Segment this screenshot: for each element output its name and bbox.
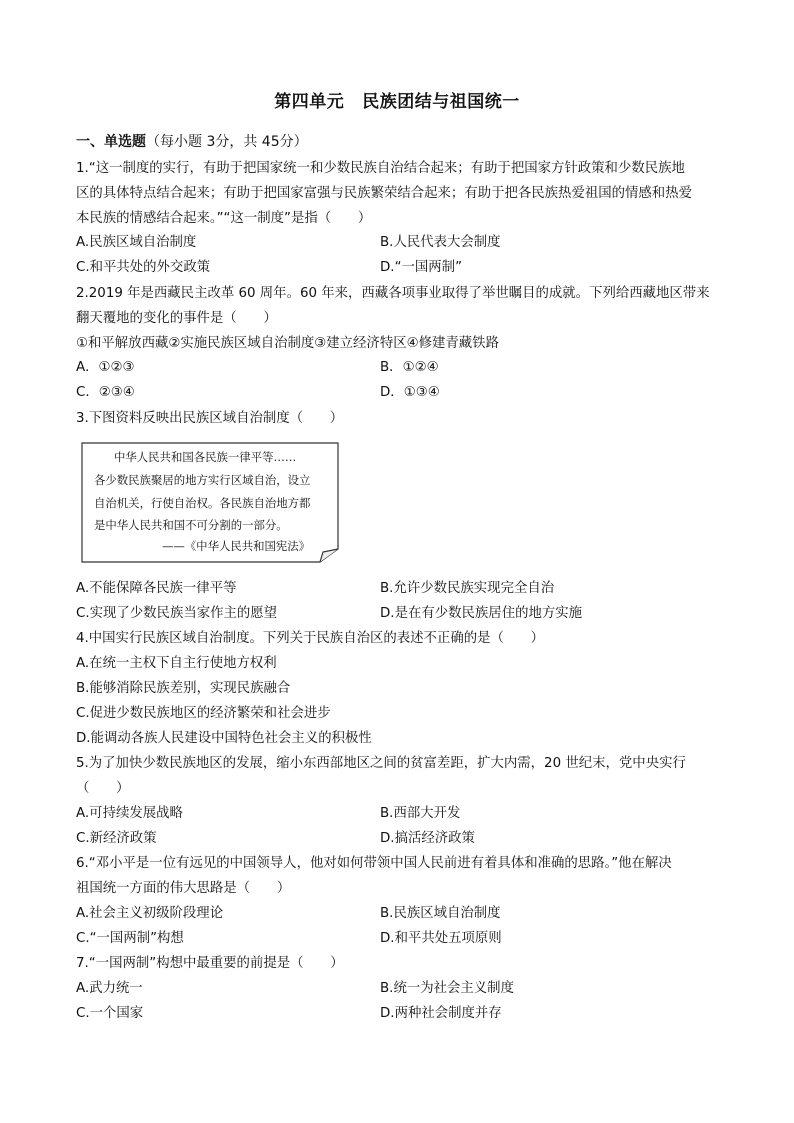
q1-option-a: A.民族区域自治制度 [76,235,197,250]
q7-option-c: C.一个国家 [76,1006,144,1021]
q3-option-d: D.是在有少数民族居住的地方实施 [380,606,583,621]
unit-number: 第四单元 [274,92,345,112]
q3-option-b: B.允许少数民族实现完全自治 [380,581,555,596]
q2-option-c: C．②③④ [76,385,135,400]
q1-option-c: C.和平共处的外交政策 [76,260,211,275]
q3-option-a: A.不能保障各民族一律平等 [76,581,237,596]
q4-option-a: A.在统一主权下自主行使地方权利 [76,656,277,671]
figure-line-4: 是中华人民共和国不可分割的一部分。 [94,518,288,532]
figure-line-1: 中华人民共和国各民族一律平等…… [114,450,297,464]
q1-stem-line-2: 区的具体特点结合起来；有助于把国家富强与民族繁荣结合起来；有助于把各民族热爱祖国的情感和热爱 [76,186,692,201]
section-note: （每小题 3分，共 45分） [146,134,308,150]
figure-line-3: 自治机关，行使自治权。各民族自治地方都 [94,496,311,510]
q4-option-c: C.促进少数民族地区的经济繁荣和社会进步 [76,706,331,721]
q7-option-b: B.统一为社会主义制度 [380,981,514,996]
q5-option-a: A.可持续发展战略 [76,806,183,821]
q7-stem-line-1: 7.“一国两制”构想中最重要的前提是（ ） [76,956,344,971]
q6-option-d: D.和平共处五项原则 [380,931,502,946]
q7-option-d: D.两种社会制度并存 [380,1006,502,1021]
q2-stem-line-2: 翻天覆地的变化的事件是（ ） [76,311,277,326]
q2-option-a: A．①②③ [76,360,135,375]
constitution-excerpt-figure [80,441,342,564]
figure-source: ——《中华人民共和国宪法》 [162,539,311,553]
q6-option-c: C.“一国两制”构想 [76,931,184,946]
q6-stem-line-2: 祖国统一方面的伟大思路是（ ） [76,881,291,896]
page-title [0,87,794,112]
q1-option-d: D.“一国两制” [380,260,463,275]
q7-option-a: A.武力统一 [76,981,143,996]
q4-option-d: D.能调动各族人民建设中国特色社会主义的积极性 [76,731,372,746]
q4-option-b: B.能够消除民族差别，实现民族融合 [76,681,291,696]
q2-option-d: D．①③④ [380,385,440,400]
q5-option-d: D.搞活经济政策 [380,831,475,846]
q3-option-c: C.实现了少数民族当家作主的愿望 [76,606,278,621]
q2-stem-line-1: 2.2019 年是西藏民主改革 60 周年。60 年来，西藏各项事业取得了举世瞩目的成就。下列给西藏地区带来 [76,286,710,301]
q6-option-a: A.社会主义初级阶段理论 [76,906,224,921]
q5-option-c: C.新经济政策 [76,831,157,846]
q5-stem-line-1: 5.为了加快少数民族地区的发展，缩小东西部地区之间的贫富差距，扩大内需，20 世纪末，党中央实行 [76,756,686,771]
q1-option-b: B.人民代表大会制度 [380,235,501,250]
q4-stem-line-1: 4.中国实行民族区域自治制度。下列关于民族自治区的表述不正确的是（ ） [76,631,545,646]
q3-stem-line-1: 3.下图资料反映出民族区域自治制度（ ） [76,411,344,426]
q6-stem-line-1: 6.“邓小平是一位有远见的中国领导人，他对如何带领中国人民前进有着具体和准确的思路。”他在解决 [76,856,672,871]
q1-stem-line-3: 本民族的情感结合起来。”“这一制度”是指（ ） [76,211,372,226]
q2-stem-line-3: ①和平解放西藏②实施民族区域自治制度③建立经济特区④修建青藏铁路 [76,336,499,351]
q1-stem-line-1: 1.“这一制度的实行，有助于把国家统一和少数民族自治结合起来；有助于把国家方针政策和少数民族地 [76,161,685,176]
section-title: 一、单选题 [76,134,146,150]
q6-option-b: B.民族区域自治制度 [380,906,501,921]
unit-name: 民族团结与祖国统一 [362,92,520,112]
figure-line-2: 各少数民族聚居的地方实行区域自治，设立 [94,473,311,487]
q2-option-b: B．①②④ [380,360,439,375]
section-heading [76,131,308,151]
q5-option-b: B.西部大开发 [380,806,461,821]
q5-stem-line-2: （ ） [76,781,130,796]
